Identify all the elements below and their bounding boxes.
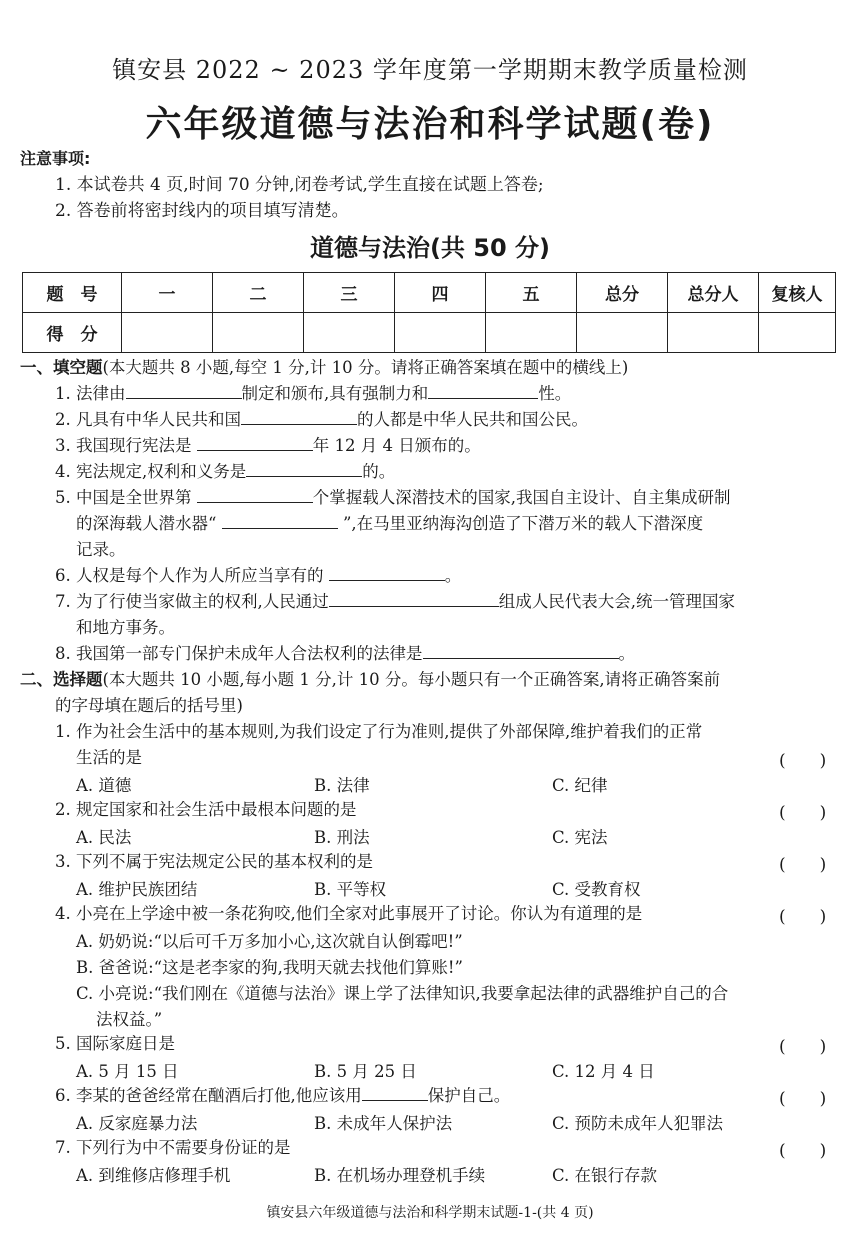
- score-table-header-row: [23, 273, 836, 313]
- option-a: A. 民法: [76, 828, 132, 847]
- part1-desc: (本大题共 8 小题,每空 1 分,计 10 分。请将正确答案填在题中的横线上): [102, 358, 629, 377]
- score-header-cell: 复核人: [759, 273, 836, 313]
- option-b: B. 在机场办理登机手续: [314, 1166, 486, 1185]
- option-b: B. 爸爸说:“这是老李家的狗,我明天就去找他们算账!”: [76, 958, 463, 977]
- answer-blank[interactable]: [329, 590, 499, 607]
- choice-question-3: 3. 下列不属于宪法规定公民的基本权利的是: [55, 852, 373, 871]
- choice-question-6: [55, 1084, 510, 1108]
- fill-question-2: [55, 408, 588, 432]
- score-input-cell[interactable]: [668, 313, 759, 353]
- option-a: A. 5 月 15 日: [76, 1062, 179, 1081]
- score-input-cell[interactable]: [304, 313, 395, 353]
- option-c: C. 在银行存款: [552, 1166, 658, 1185]
- choice-question-5: 5. 国际家庭日是: [55, 1034, 175, 1053]
- question-text: 的。: [362, 462, 396, 481]
- question-text: 性。: [538, 384, 572, 403]
- question-text: 的深海载人潜水器“: [76, 514, 217, 533]
- score-table: [22, 272, 836, 353]
- score-header-cell: 总分人: [668, 273, 759, 313]
- option-c: C. 12 月 4 日: [552, 1062, 655, 1081]
- part1-heading: [20, 356, 628, 380]
- option-c: C. 纪律: [552, 776, 608, 795]
- option-a: A. 奶奶说:“以后可千万多加小心,这次就自认倒霉吧!”: [76, 932, 463, 951]
- choice-question-7: 7. 下列行为中不需要身份证的是: [55, 1138, 291, 1157]
- notice-title: 注意事项:: [20, 149, 91, 168]
- question-text: 5. 中国是全世界第: [55, 488, 192, 507]
- option-c: C. 受教育权: [552, 880, 641, 899]
- exam-header-line1: 镇安县 2022 ~ 2023 学年度第一学期期末教学质量检测: [112, 56, 748, 84]
- fill-question-6: [55, 564, 461, 588]
- option-b: B. 5 月 25 日: [314, 1062, 417, 1081]
- question-text: 。: [444, 566, 462, 585]
- fill-question-7-line2: 和地方事务。: [76, 618, 175, 637]
- score-input-cell[interactable]: [122, 313, 213, 353]
- answer-parentheses[interactable]: ( ): [779, 803, 827, 823]
- question-text: 。: [618, 644, 635, 663]
- answer-parentheses[interactable]: ( ): [779, 855, 827, 875]
- answer-blank[interactable]: [329, 564, 445, 581]
- answer-blank[interactable]: [126, 382, 242, 399]
- question-text: 8. 我国第一部专门保护未成年人合法权利的法律是: [55, 644, 423, 663]
- notice-item-1: 1. 本试卷共 4 页,时间 70 分钟,闭卷考试,学生直接在试题上答卷;: [55, 175, 544, 195]
- answer-blank[interactable]: [428, 382, 538, 399]
- question-text: 个掌握载人深潜技术的国家,我国自主设计、自主集成研制: [312, 488, 731, 507]
- score-header-cell: 一: [122, 273, 213, 313]
- answer-parentheses[interactable]: ( ): [779, 907, 827, 927]
- choice-question-1-line2: 生活的是: [76, 748, 142, 767]
- part2-title: 二、选择题: [20, 670, 103, 689]
- fill-question-8: [55, 642, 635, 666]
- option-b: B. 法律: [314, 776, 370, 795]
- score-input-cell[interactable]: [486, 313, 577, 353]
- answer-blank[interactable]: [197, 434, 313, 451]
- part2-desc-line2: 的字母填在题后的括号里): [55, 696, 243, 715]
- answer-blank[interactable]: [241, 408, 357, 425]
- option-b: B. 未成年人保护法: [314, 1114, 453, 1133]
- part2-desc: (本大题共 10 小题,每小题 1 分,计 10 分。每小题只有一个正确答案,请将正确答案前: [102, 670, 721, 689]
- score-input-cell[interactable]: [577, 313, 668, 353]
- option-b: B. 刑法: [314, 828, 370, 847]
- page-footer: 镇安县六年级道德与法治和科学期末试题-1-(共 4 页): [266, 1205, 594, 1221]
- score-table-score-row: [23, 313, 836, 353]
- answer-parentheses[interactable]: ( ): [779, 1141, 827, 1161]
- score-header-cell: 五: [486, 273, 577, 313]
- score-header-cell: 三: [304, 273, 395, 313]
- question-text: ”,在马里亚纳海沟创造了下潜万米的载人下潜深度: [342, 514, 704, 533]
- answer-blank[interactable]: [197, 486, 313, 503]
- choice-question-1: 1. 作为社会生活中的基本规则,为我们设定了行为准则,提供了外部保障,维护着我们的正常: [55, 722, 703, 741]
- answer-parentheses[interactable]: ( ): [779, 751, 827, 771]
- question-text: 3. 我国现行宪法是: [55, 436, 192, 455]
- question-text: 制定和颁布,具有强制力和: [241, 384, 429, 403]
- answer-parentheses[interactable]: ( ): [779, 1037, 827, 1057]
- option-c: C. 预防未成年人犯罪法: [552, 1114, 724, 1133]
- section-title: 道德与法治(共 50 分): [309, 234, 551, 262]
- option-a: A. 反家庭暴力法: [76, 1114, 198, 1133]
- notice-item-2: 2. 答卷前将密封线内的项目填写清楚。: [55, 201, 349, 221]
- score-header-cell: 四: [395, 273, 486, 313]
- answer-blank[interactable]: [246, 460, 362, 477]
- question-text: 年 12 月 4 日颁布的。: [312, 436, 481, 455]
- choice-question-4: 4. 小亮在上学途中被一条花狗咬,他们全家对此事展开了讨论。你认为有道理的是: [55, 904, 643, 923]
- question-text: 6. 人权是每个人作为人所应当享有的: [55, 566, 324, 585]
- fill-question-1: [55, 382, 571, 406]
- question-text: 7. 为了行使当家做主的权利,人民通过: [55, 592, 329, 611]
- question-text: 保护自己。: [427, 1086, 511, 1105]
- option-c-line2: 法权益。”: [96, 1010, 163, 1029]
- option-c: C. 小亮说:“我们刚在《道德与法治》课上学了法律知识,我要拿起法律的武器维护自己的合: [76, 984, 729, 1003]
- option-b: B. 平等权: [314, 880, 387, 899]
- fill-question-3: [55, 434, 481, 458]
- score-header-cell: 总分: [577, 273, 668, 313]
- question-text: 6. 李某的爸爸经常在酗酒后打他,他应该用: [55, 1086, 362, 1105]
- option-a: A. 到维修店修理手机: [76, 1166, 231, 1185]
- part1-title: 一、填空题: [20, 358, 103, 377]
- score-input-cell[interactable]: [395, 313, 486, 353]
- question-text: 4. 宪法规定,权利和义务是: [55, 462, 247, 481]
- score-header-cell: 题 号: [23, 273, 122, 313]
- choice-question-2: 2. 规定国家和社会生活中最根本问题的是: [55, 800, 357, 819]
- part2-heading: [20, 668, 720, 692]
- fill-question-5: [55, 486, 731, 510]
- score-input-cell[interactable]: [213, 313, 304, 353]
- question-text: 组成人民代表大会,统一管理国家: [498, 592, 735, 611]
- fill-question-5-line2: [76, 512, 703, 536]
- score-header-cell: 二: [213, 273, 304, 313]
- answer-parentheses[interactable]: ( ): [779, 1089, 827, 1109]
- question-text: 1. 法律由: [55, 384, 126, 403]
- answer-blank[interactable]: [423, 642, 619, 659]
- option-c: C. 宪法: [552, 828, 608, 847]
- answer-blank[interactable]: [222, 512, 338, 529]
- question-text: 的人都是中华人民共和国公民。: [357, 410, 588, 429]
- question-text: 2. 凡具有中华人民共和国: [55, 410, 241, 429]
- exam-title: 六年级道德与法治和科学试题(卷): [145, 104, 715, 145]
- fill-question-4: [55, 460, 395, 484]
- score-input-cell[interactable]: [759, 313, 836, 353]
- score-row-label: 得 分: [23, 313, 122, 353]
- option-a: A. 维护民族团结: [76, 880, 198, 899]
- answer-blank[interactable]: [362, 1084, 428, 1101]
- fill-question-5-line3: 记录。: [76, 540, 126, 559]
- option-a: A. 道德: [76, 776, 132, 795]
- fill-question-7: [55, 590, 735, 614]
